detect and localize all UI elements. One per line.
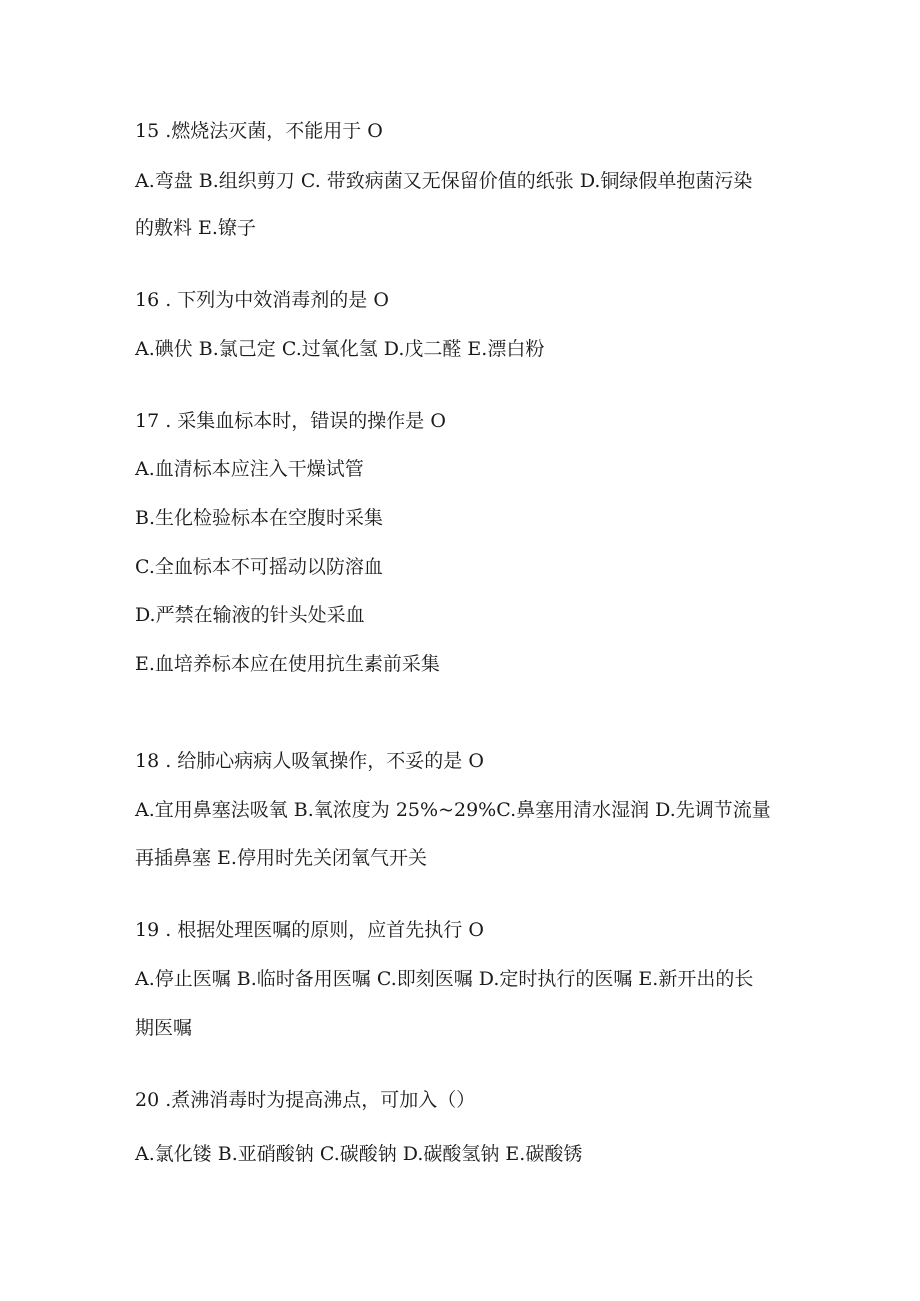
question-17-option-c: C.全血标本不可摇动以防溶血 <box>135 556 383 578</box>
question-15-options-line-2: 的敷料 E.镣子 <box>135 217 256 239</box>
question-15-options-line-1: A.弯盘 B.组织剪刀 C. 带致病菌又无保留价值的纸张 D.铜绿假单抱菌污染 <box>135 170 753 192</box>
question-20-stem: 20 .煮沸消毒时为提高沸点，可加入（） <box>135 1089 476 1111</box>
question-16-options-line-1: A.碘伏 B.氯己定 C.过氧化氢 D.戊二醛 E.漂白粉 <box>135 338 545 360</box>
question-15-stem: 15 .燃烧法灭菌，不能用于 O <box>135 120 383 142</box>
question-19-options-line-2: 期医嘱 <box>135 1017 193 1039</box>
question-18-stem: 18 . 给肺心病病人吸氧操作，不妥的是 O <box>135 750 484 772</box>
question-17-stem: 17 . 采集血标本时，错误的操作是 O <box>135 410 446 432</box>
question-20-options-line-1: A.氯化镂 B.亚硝酸钠 C.碳酸钠 D.碳酸氢钠 E.碳酸锈 <box>135 1143 583 1165</box>
question-17-option-b: B.生化检验标本在空腹时采集 <box>135 507 384 529</box>
question-16-stem: 16 . 下列为中效消毒剂的是 O <box>135 289 389 311</box>
question-17-option-a: A.血清标本应注入干燥试管 <box>135 458 364 480</box>
question-19-stem: 19 . 根据处理医嘱的原则，应首先执行 O <box>135 919 484 941</box>
question-17-option-e: E.血培养标本应在使用抗生素前采集 <box>135 653 440 675</box>
question-18-options-line-1: A.宜用鼻塞法吸氧 B.氧浓度为 25%~29%C.鼻塞用清水湿润 D.先调节流量 <box>135 799 771 821</box>
question-18-options-line-2: 再插鼻塞 E.停用时先关闭氧气开关 <box>135 847 427 869</box>
question-17-option-d: D.严禁在输液的针头处采血 <box>135 604 365 626</box>
question-19-options-line-1: A.停止医嘱 B.临时备用医嘱 C.即刻医嘱 D.定时执行的医嘱 E.新开出的长 <box>135 968 754 990</box>
